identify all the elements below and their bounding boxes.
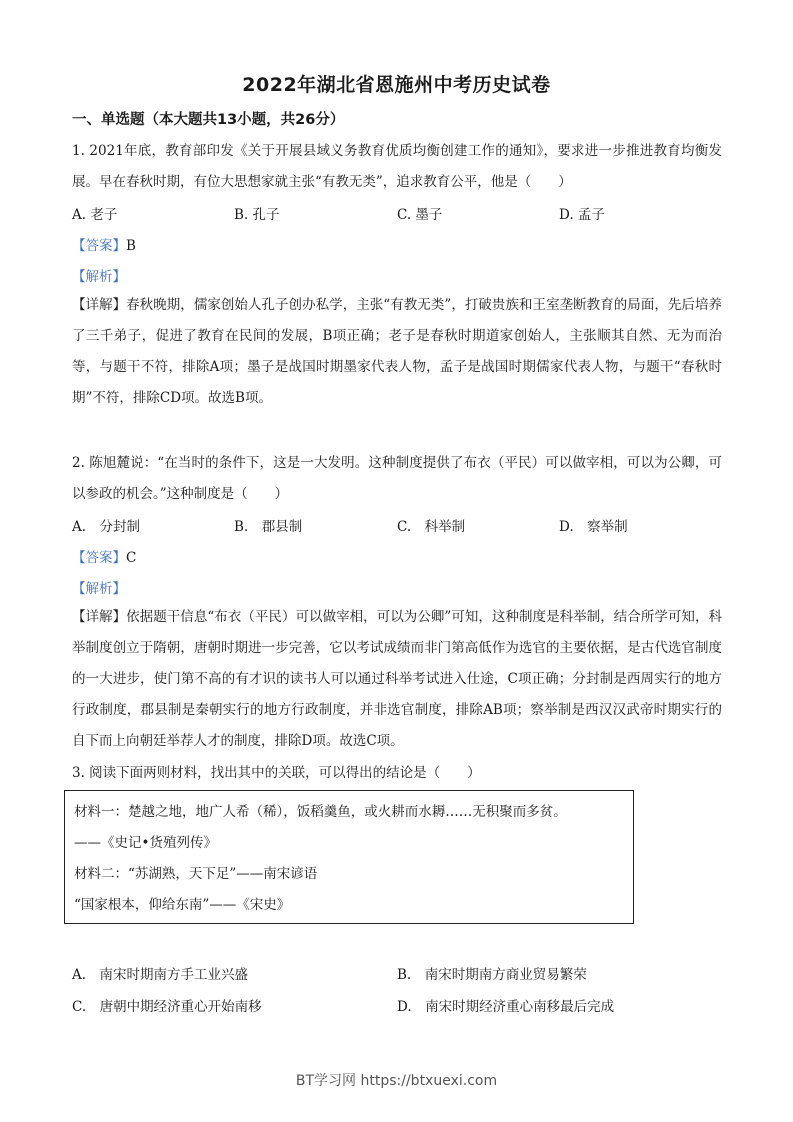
q1-option-b: B. 孔子 — [234, 207, 280, 223]
q1-option-d: D. 孟子 — [559, 207, 605, 223]
q2-option-a: A. 分封制 — [72, 519, 141, 535]
q3-option-d: D. 南宋时期经济重心南移最后完成 — [397, 999, 615, 1015]
q1-stem: 1. 2021年底，教育部印发《关于开展县域义务教育优质均衡创建工作的通知》，要求进一步推进教育均衡发展。早在春秋时期，有位大思想家就主张“有教无类”，追求教育公平，他是（ ） — [72, 143, 722, 190]
page-title: 2022年湖北省恩施州中考历史试卷 — [242, 74, 551, 96]
q1-detail: 【详解】春秋晚期，儒家创始人孔子创办私学，主张“有教无类”，打破贵族和王室垄断教育的局面，先后培养了三千弟子，促进了教育在民间的发展，B项正确；老子是春秋时期道家创始人，主张顺其自然、无为而治等，与题干不符，排除A项；墨子是战国时期墨家代表人物，孟子是战国时期儒家代表人物，与题干“春秋时期”不符，排除CD项。故选B项。 — [72, 297, 722, 406]
q3-material-line: “国家根本，仰给东南”——《宋史》 — [74, 897, 291, 913]
q2-option-c: C. 科举制 — [397, 519, 466, 535]
q2-answer — [72, 546, 136, 566]
q3-option-c: C. 唐朝中期经济重心开始南移 — [72, 999, 262, 1015]
q1-analysis-label: 【解析】 — [72, 269, 126, 285]
q3-material-line: 材料二：“苏湖熟，天下足”——南宋谚语 — [74, 866, 318, 882]
q3-material-line: ——《史记•货殖列传》 — [74, 835, 217, 851]
q3-material-line: 材料一：楚越之地，地广人希（稀），饭稻羹鱼，或火耕而水耨……无积聚而多贫。 — [74, 804, 567, 820]
q3-option-b: B. 南宋时期南方商业贸易繁荣 — [397, 967, 587, 983]
q1-answer-value: B — [126, 238, 136, 254]
q1-answer-label: 【答案】 — [72, 238, 126, 254]
section-heading: 一、单选题（本大题共13小题，共26分） — [72, 112, 345, 128]
footer-watermark: BT学习网 https://btxuexi.com — [295, 1073, 498, 1089]
q2-detail: 【详解】依据题干信息“布衣（平民）可以做宰相，可以为公卿”可知，这种制度是科举制，结合所学可知，科举制度创立于隋朝，唐朝时期进一步完善，它以考试成绩而非门第高低作为选官的主要依据，是古代选官制度的一大进步，使门第不高的有才识的读书人可以通过科举考试进入仕途，C项正确；分封制是西周实行的地方行政制度，郡县制是秦朝实行的地方行政制度，并非选官制度，排除AB项；察举制是西汉汉武帝时期实行的自下而上向朝廷举荐人才的制度，排除D项。故选C项。 — [72, 609, 722, 749]
q2-answer-label: 【答案】 — [72, 550, 126, 566]
q1-option-a: A. 老子 — [72, 207, 118, 223]
q2-option-b: B. 郡县制 — [234, 519, 303, 535]
q3-option-a: A. 南宋时期南方手工业兴盛 — [72, 967, 249, 983]
q1-option-c: C. 墨子 — [397, 207, 443, 223]
q1-answer — [72, 234, 136, 254]
q2-answer-value: C — [126, 550, 137, 566]
q3-material-box — [64, 790, 634, 924]
q3-stem: 3. 阅读下面两则材料，找出其中的关联，可以得出的结论是（ ） — [72, 765, 481, 781]
q2-analysis-label: 【解析】 — [72, 581, 126, 597]
q2-stem: 2. 陈旭麓说：“在当时的条件下，这是一大发明。这种制度提供了布衣（平民）可以做宰相，可以为公卿，可以参政的机会。”这种制度是（ ） — [72, 455, 722, 502]
q2-option-d: D. 察举制 — [559, 519, 628, 535]
